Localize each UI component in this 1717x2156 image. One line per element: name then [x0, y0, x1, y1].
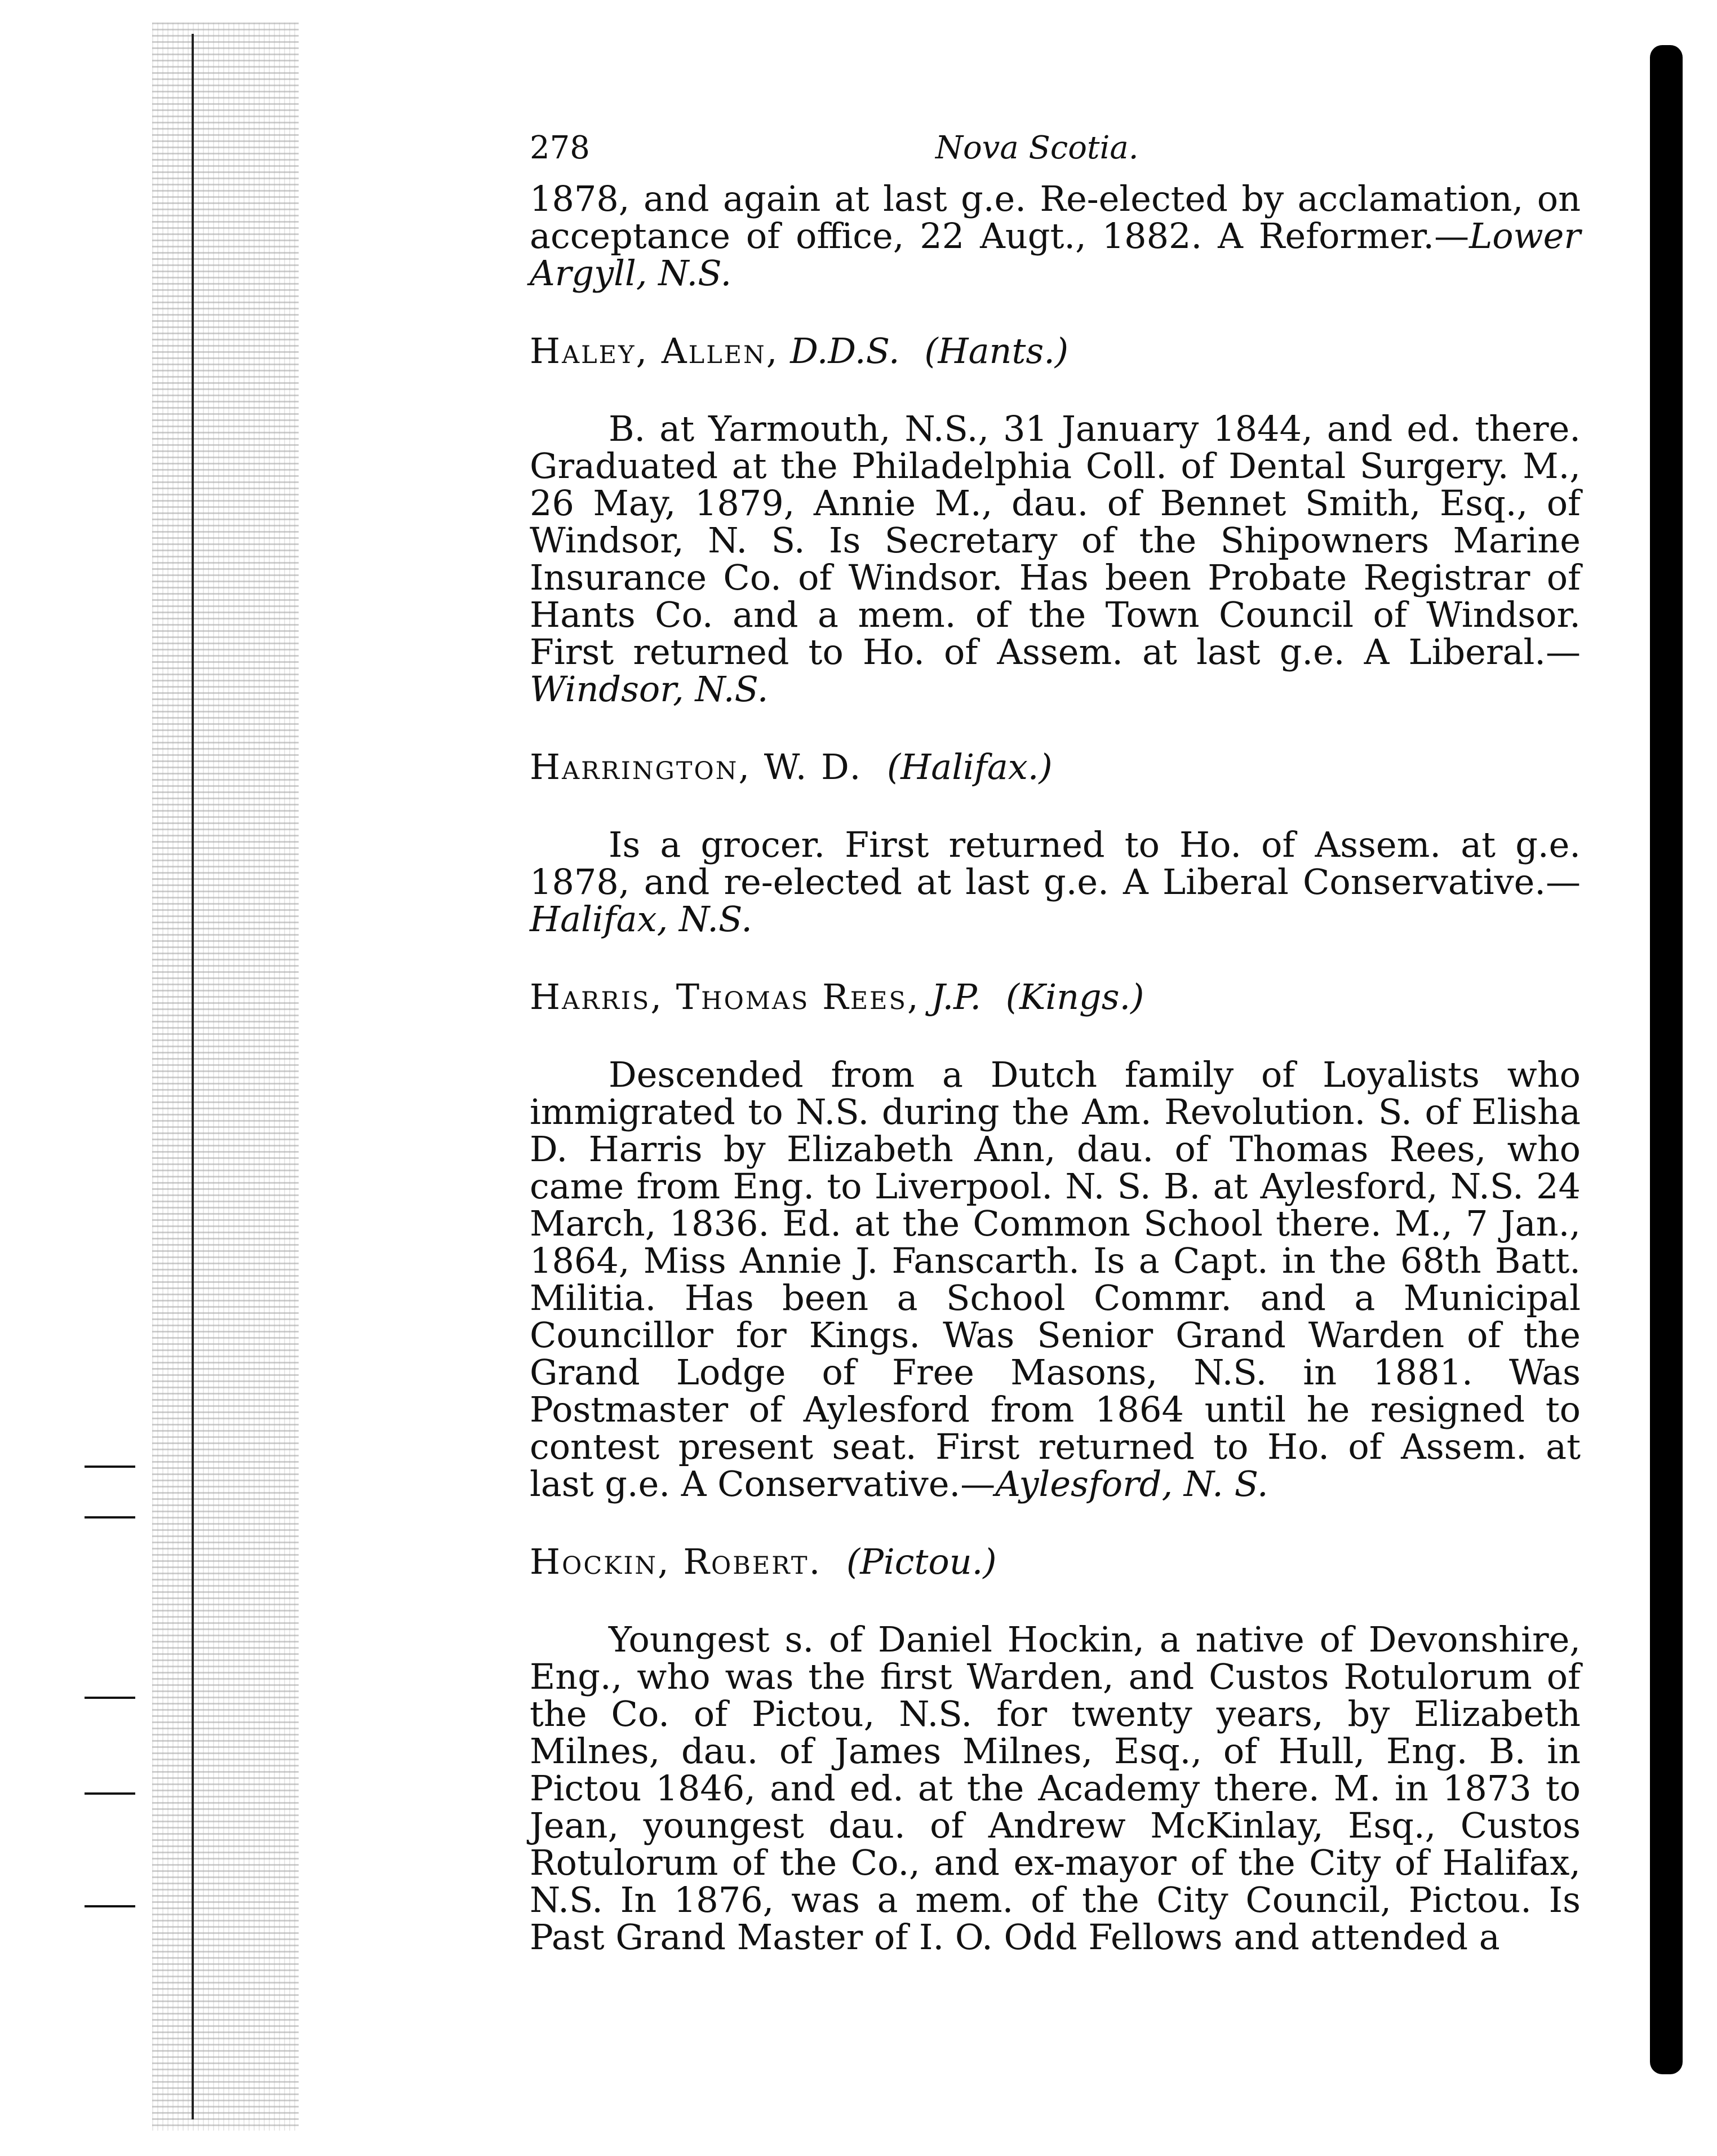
member-title: J.P.	[931, 976, 982, 1017]
entry-address: Halifax, N.S.	[530, 898, 752, 940]
entry-heading	[530, 976, 1581, 1017]
member-name: Hockin, Robert.	[530, 1541, 822, 1582]
page-number: 278	[530, 130, 590, 166]
scan-margin-tick	[85, 1466, 135, 1468]
entry-body: Descended from a Dutch family of Loyalists who immigrated to N.S. during the Am. Revolution. S. of Elisha D. Harris by Elizabeth Ann, dau. of Thomas Rees, who came from Eng. to Liverpool. N. S. B. at Aylesford, N.S. 24 March, 1836. Ed. at the Common School there. M., 7 Jan., 1864, Miss Annie J. Fanscarth. Is a Capt. in the 68th Batt. Militia. Has been a School Commr. and a Municipal Councillor for Kings. Was Senior Grand Warden of the Grand Lodge of Free Masons, N.S. in 1881. Was Postmaster of Aylesford from 1864 until he resigned to contest present seat. First returned to Ho. of Assem. at last g.e. A Conservative.—	[530, 1054, 1581, 1504]
member-constituency: (Kings.)	[1005, 976, 1144, 1017]
running-head	[530, 118, 1581, 180]
document-page	[530, 118, 1581, 1956]
scan-margin-noise	[152, 23, 299, 2131]
member-constituency: (Hants.)	[924, 330, 1069, 371]
entry-paragraph	[530, 826, 1581, 938]
member-name: Harris, Thomas Rees,	[530, 976, 920, 1017]
entry-body: 1878, and again at last g.e. Re-elected by acclamation, on acceptance of office, 22 Augt., 1882. A Reformer.—	[530, 178, 1581, 256]
entry-heading	[530, 1543, 1581, 1581]
entry-address: Windsor, N.S.	[530, 669, 769, 710]
entry-body: B. at Yarmouth, N.S., 31 January 1844, and ed. there. Graduated at the Philadelphia Coll. of Dental Surgery. M., 26 May, 1879, Annie M., dau. of Bennet Smith, Esq., of Windsor, N. S. Is Secretary of the Shipowners Marine Insurance Co. of Windsor. Has been Probate Registrar of Hants Co. and a mem. of the Town Council of Windsor. First returned to Ho. of Assem. at last g.e. A Liberal.—	[530, 408, 1581, 672]
member-constituency: (Halifax.)	[887, 746, 1053, 787]
entry-body: Is a grocer. First returned to Ho. of Assem. at g.e. 1878, and re-elected at last g.e. A Liberal Conservative.—	[530, 824, 1581, 902]
entry-address: Aylesford, N. S.	[995, 1463, 1268, 1504]
entry-heading	[530, 330, 1581, 371]
entry-address: Lower Argyll, N.S.	[530, 215, 1581, 294]
scan-right-edge-bar	[1650, 45, 1683, 2074]
scan-margin-tick	[85, 1905, 135, 1907]
entry-body: Youngest s. of Daniel Hockin, a native of Devonshire, Eng., who was the first Warden, and Custos Rotulorum of the Co. of Pictou, N.S. for twenty years, by Elizabeth Milnes, dau. of James Milnes, Esq., of Hull, Eng. B. in Pictou 1846, and ed. at the Academy there. M. in 1873 to Jean, youngest dau. of Andrew McKinlay, Esq., Custos Rotulorum of the Co., and ex-mayor of the City of Halifax, N.S. In 1876, was a mem. of the City Council, Pictou. Is Past Grand Master of I. O. Odd Fellows and attended a	[530, 1619, 1581, 1958]
member-name: Haley, Allen,	[530, 330, 779, 371]
page-title: Nova Scotia.	[935, 130, 1139, 166]
scan-margin-tick	[85, 1697, 135, 1699]
entry-continuation	[530, 180, 1581, 292]
scan-margin-tick	[85, 1516, 135, 1519]
member-name: Harrington, W. D.	[530, 746, 863, 787]
entry-paragraph	[530, 1621, 1581, 1956]
entry-paragraph	[530, 410, 1581, 708]
scan-margin-line	[192, 34, 194, 2119]
entry-heading	[530, 746, 1581, 787]
member-title: D.D.S.	[790, 330, 900, 371]
member-constituency: (Pictou.)	[846, 1541, 997, 1582]
entry-paragraph	[530, 1056, 1581, 1503]
scan-margin-tick	[85, 1792, 135, 1795]
